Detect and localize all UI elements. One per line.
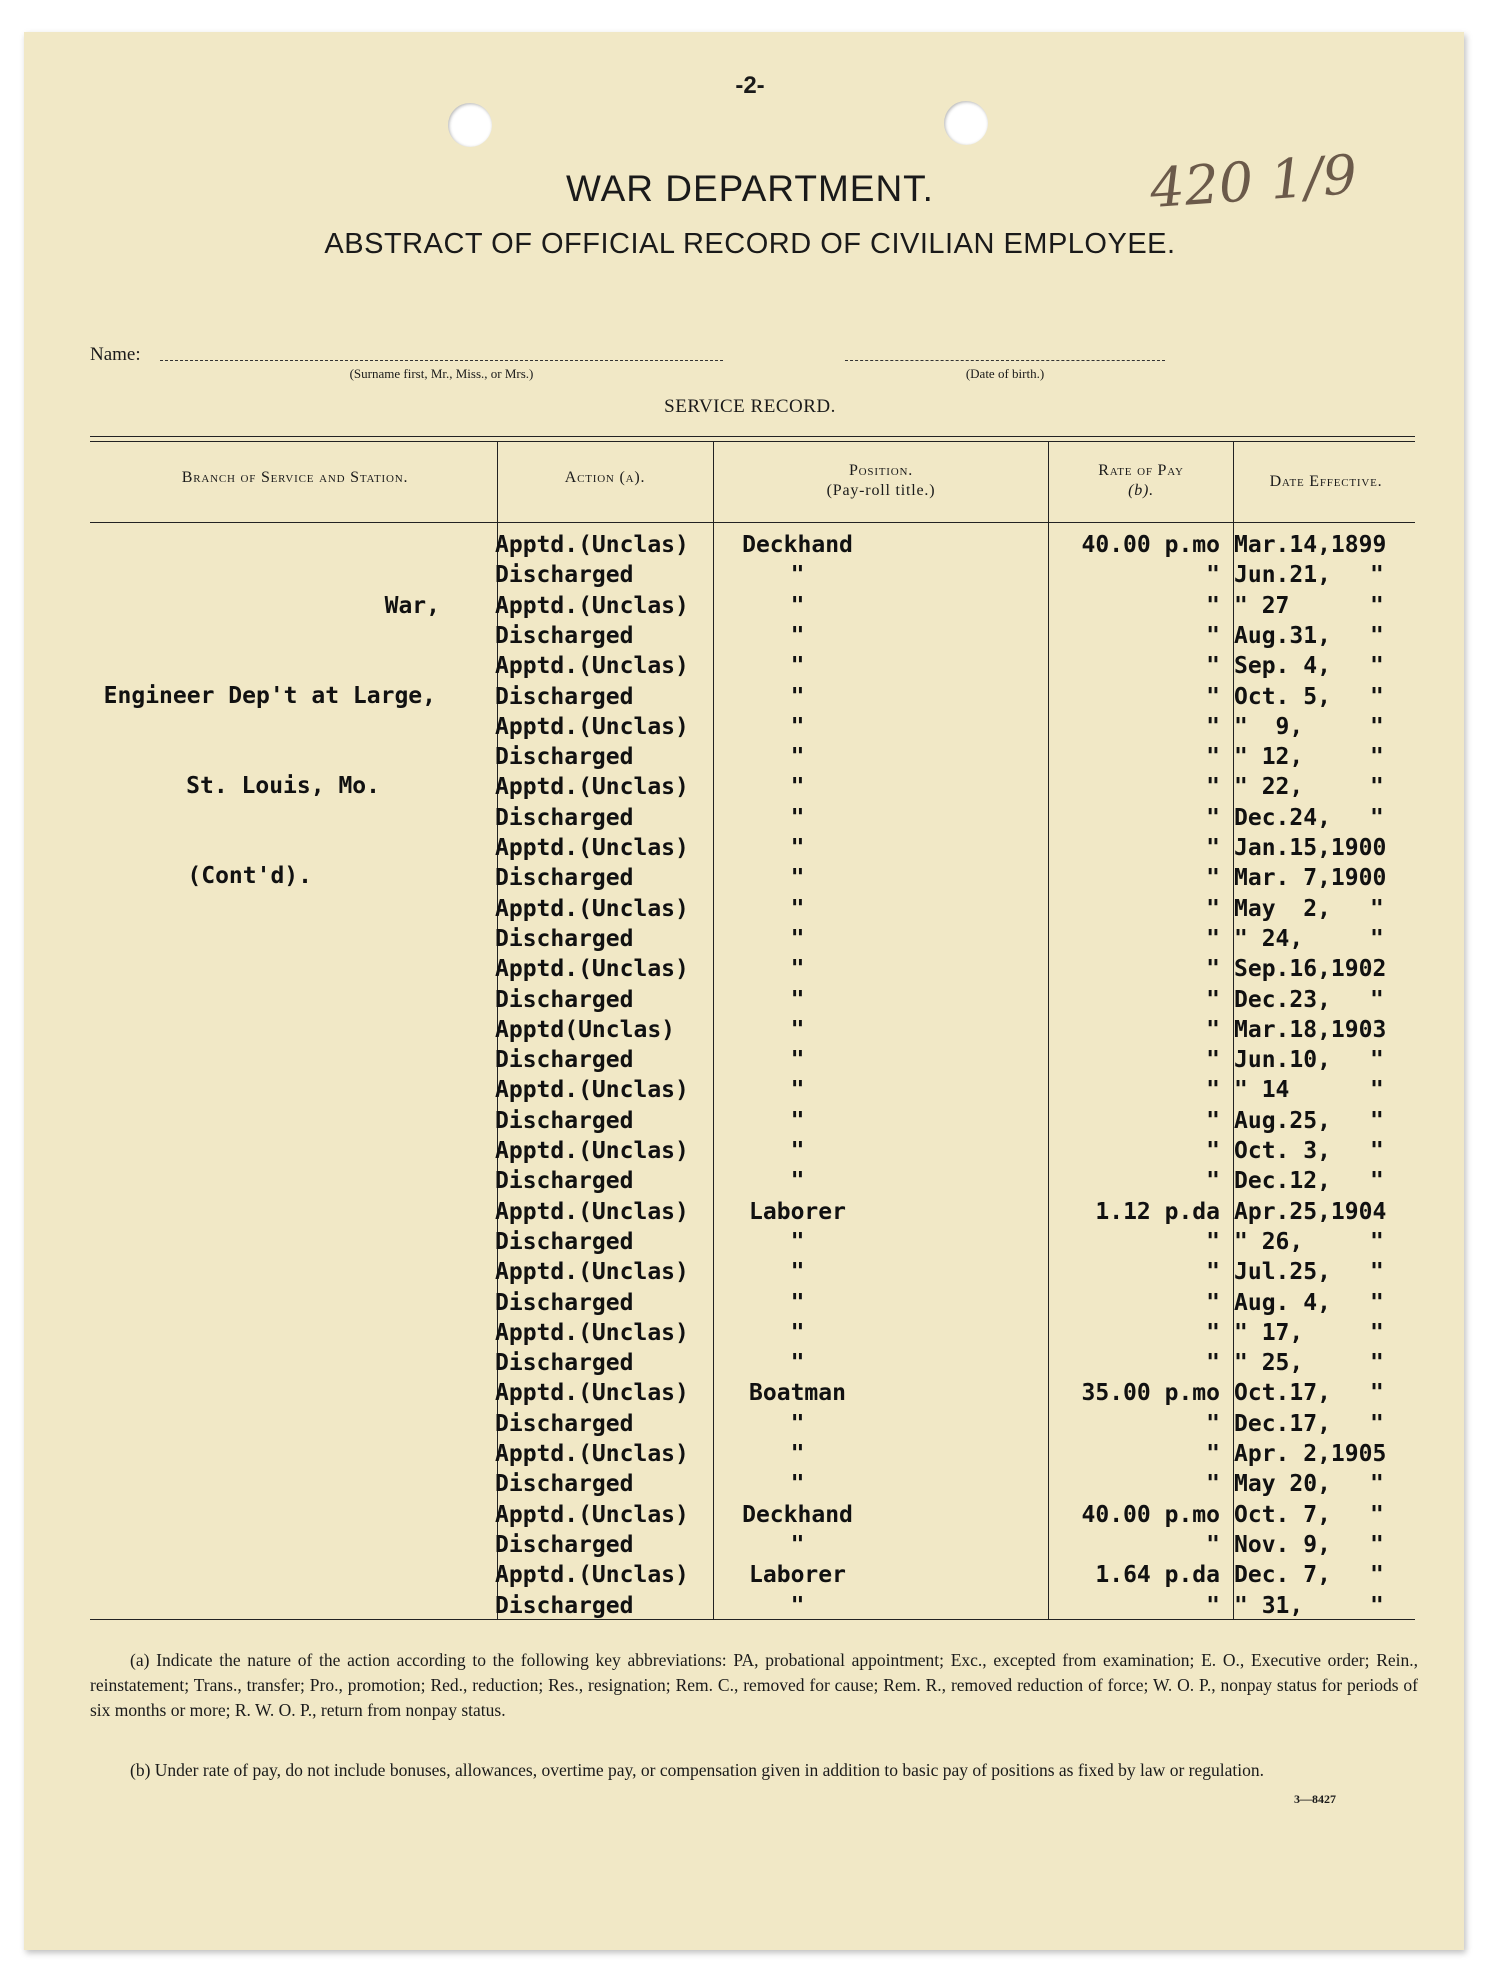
table-row <box>0 805 1500 835</box>
row-date: " 9, <box>1234 713 1304 740</box>
department-heading: WAR DEPARTMENT. <box>566 168 934 209</box>
row-action: Apptd.(Unclas) <box>495 1138 689 1164</box>
row-date: May 2, <box>1234 895 1331 922</box>
row-position: " <box>790 1047 805 1074</box>
row-date: " 22, <box>1234 774 1304 801</box>
row-position: " <box>790 1138 805 1164</box>
row-position: Laborer <box>749 1562 846 1589</box>
row-rate: " <box>1206 1289 1220 1316</box>
row-date: " 25, <box>1234 1350 1304 1377</box>
row-date: Oct. 7, <box>1234 1501 1331 1528</box>
branch-line: St. Louis, Mo. <box>186 773 380 799</box>
row-position: " <box>790 895 805 922</box>
row-position: " <box>790 925 805 952</box>
table-top-rule <box>90 436 1415 437</box>
row-rate: 40.00 p.mo <box>1081 1501 1220 1528</box>
row-date-year-ditto: " <box>1370 1107 1384 1134</box>
row-rate: " <box>1206 1592 1220 1619</box>
row-action: Apptd.(Unclas) <box>495 1501 689 1528</box>
row-date: Jun.21, <box>1234 562 1331 589</box>
row-position: " <box>790 1228 805 1255</box>
row-rate: " <box>1206 744 1220 771</box>
row-date: Nov. 9, <box>1234 1531 1331 1558</box>
row-rate: " <box>1206 713 1220 740</box>
row-date: Dec. 7, <box>1234 1562 1331 1589</box>
table-row <box>0 744 1500 774</box>
row-date: " 24, <box>1234 925 1304 952</box>
table-row <box>0 1502 1500 1532</box>
row-rate: 1.64 p.da <box>1095 1562 1220 1589</box>
row-rate: " <box>1206 1441 1220 1467</box>
table-row <box>0 562 1500 592</box>
row-date: Jan.15,1900 <box>1234 835 1387 861</box>
row-date-year-ditto: " <box>1370 1138 1384 1164</box>
row-date: " 31, <box>1234 1592 1304 1619</box>
row-date-year-ditto: " <box>1370 713 1384 740</box>
row-action: Apptd.(Unclas) <box>495 835 689 861</box>
page-number: -2- <box>735 72 765 99</box>
handwritten-file-number: 420 1/9 <box>1148 142 1360 221</box>
row-date-year-ditto: " <box>1370 1077 1384 1104</box>
row-action: Apptd.(Unclas) <box>495 1319 689 1346</box>
row-date-year-ditto: " <box>1370 986 1384 1013</box>
row-action: Discharged <box>495 925 634 952</box>
row-rate: " <box>1206 683 1220 710</box>
row-action: Apptd.(Unclas) <box>495 532 689 558</box>
table-row <box>0 532 1500 562</box>
row-date-year-ditto: " <box>1370 1471 1384 1498</box>
row-date-year-ditto: " <box>1370 1168 1384 1195</box>
row-position: Deckhand <box>742 1501 853 1528</box>
row-date: " 17, <box>1234 1319 1304 1346</box>
row-action: Apptd.(Unclas) <box>495 956 689 983</box>
row-date: Aug.31, <box>1234 622 1331 649</box>
row-rate: " <box>1206 925 1220 952</box>
table-top-rule-2 <box>90 441 1415 442</box>
row-date: Oct. 5, <box>1234 683 1331 710</box>
row-action: Apptd.(Unclas) <box>495 895 689 922</box>
row-position: " <box>790 562 805 589</box>
row-action: Discharged <box>495 562 634 589</box>
punch-hole-right <box>944 101 988 145</box>
header-bottom-rule <box>90 522 1415 523</box>
row-position: " <box>790 1410 805 1437</box>
row-action: Discharged <box>495 1168 634 1195</box>
col-header-rate-sub: (b). <box>1128 482 1154 499</box>
row-rate: " <box>1206 1350 1220 1377</box>
row-action: Discharged <box>495 804 634 831</box>
row-action: Apptd.(Unclas) <box>495 1077 689 1104</box>
row-date: Dec.12, <box>1234 1168 1331 1195</box>
row-position: " <box>790 1531 805 1558</box>
col-header-action: Action (a). <box>564 469 646 486</box>
row-date-year-ditto: " <box>1370 683 1384 710</box>
col-header-branch: Branch of Service and Station. <box>181 469 409 486</box>
table-row <box>0 1593 1500 1623</box>
row-action: Discharged <box>495 1410 634 1437</box>
row-action: Apptd.(Unclas) <box>495 1441 689 1467</box>
table-row <box>0 1259 1500 1289</box>
row-date: Oct.17, <box>1234 1380 1331 1407</box>
row-position: " <box>790 986 805 1013</box>
row-rate: " <box>1206 865 1220 892</box>
row-rate: " <box>1206 1531 1220 1558</box>
table-row <box>0 1441 1500 1471</box>
row-date: " 27 <box>1234 592 1290 619</box>
row-position: " <box>790 835 805 861</box>
row-date-year-ditto: " <box>1370 925 1384 952</box>
row-action: Discharged <box>495 622 634 649</box>
name-label: Name: <box>90 344 141 365</box>
row-rate: " <box>1206 1410 1220 1437</box>
row-date-year-ditto: " <box>1370 1592 1384 1619</box>
row-action: Apptd.(Unclas) <box>495 713 689 740</box>
row-date-year-ditto: " <box>1370 562 1384 589</box>
table-row <box>0 684 1500 714</box>
row-action: Discharged <box>495 1107 634 1134</box>
col-header-date: Date Effective. <box>1269 473 1383 490</box>
row-date: Mar.18,1903 <box>1234 1016 1387 1043</box>
row-position: " <box>790 1259 805 1286</box>
table-row <box>0 926 1500 956</box>
row-rate: " <box>1206 592 1220 619</box>
row-date-year-ditto: " <box>1370 1410 1384 1437</box>
row-rate: " <box>1206 1319 1220 1346</box>
row-position: " <box>790 1319 805 1346</box>
row-date-year-ditto: " <box>1370 1501 1384 1528</box>
row-position: " <box>790 683 805 710</box>
row-position: " <box>790 1289 805 1316</box>
dob-field-line <box>845 360 1165 361</box>
row-action: Apptd.(Unclas) <box>495 1198 689 1225</box>
row-date-year-ditto: " <box>1370 1228 1384 1255</box>
table-row <box>0 714 1500 744</box>
row-action: Discharged <box>495 1592 634 1619</box>
row-position: " <box>790 1592 805 1619</box>
row-date-year-ditto: " <box>1370 1531 1384 1558</box>
row-date: Jul.25, <box>1234 1259 1331 1286</box>
row-rate: " <box>1206 1047 1220 1074</box>
name-caption: (Surname first, Mr., Miss., or Mrs.) <box>349 366 534 381</box>
footnote-b: (b) Under rate of pay, do not include bonuses, allowances, overtime pay, or compensation given in addition to basic pay of positions as fixed by law or regulation. <box>130 1760 1264 1780</box>
row-rate: " <box>1206 804 1220 831</box>
form-title: ABSTRACT OF OFFICIAL RECORD OF CIVILIAN EMPLOYEE. <box>324 228 1176 260</box>
table-row <box>0 1532 1500 1562</box>
table-row <box>0 865 1500 895</box>
row-date-year-ditto: " <box>1370 1319 1384 1346</box>
table-row <box>0 896 1500 926</box>
row-rate: " <box>1206 835 1220 861</box>
row-action: Discharged <box>495 1047 634 1074</box>
table-row <box>0 1168 1500 1198</box>
row-position: Deckhand <box>742 532 853 558</box>
row-position: " <box>790 1168 805 1195</box>
row-rate: " <box>1206 1259 1220 1286</box>
table-row <box>0 1411 1500 1441</box>
row-action: Discharged <box>495 1531 634 1558</box>
row-action: Discharged <box>495 744 634 771</box>
row-date-year-ditto: " <box>1370 1350 1384 1377</box>
row-action: Apptd.(Unclas) <box>495 1259 689 1286</box>
row-rate: " <box>1206 1168 1220 1195</box>
col-header-position-title: Position. <box>848 462 914 479</box>
row-rate: 35.00 p.mo <box>1081 1380 1220 1407</box>
row-action: Discharged <box>495 1471 634 1498</box>
row-action: Discharged <box>495 865 634 892</box>
row-date: Aug.25, <box>1234 1107 1331 1134</box>
table-row <box>0 623 1500 653</box>
row-position: " <box>790 774 805 801</box>
row-date: Jun.10, <box>1234 1047 1331 1074</box>
row-date-year-ditto: " <box>1370 653 1384 680</box>
row-action: Discharged <box>495 683 634 710</box>
row-date: Dec.17, <box>1234 1410 1331 1437</box>
row-date-year-ditto: " <box>1370 622 1384 649</box>
row-rate: " <box>1206 774 1220 801</box>
col-header-position <box>716 461 1046 501</box>
footnote-a: (a) Indicate the nature of the action according to the following key abbreviations: PA, probational appointment; Exc., excepted from examination; E. O., Executive order; Rein., reinstatement; Trans., transfer; Pro., promotion; Red., reduction; Res., resignation; Rem. C., removed for cause; Rem. R., removed reduction of force; W. O. P., nonpay status for periods of six months or more; R. W. O. P., return from nonpay status. <box>90 1650 1418 1720</box>
branch-line: War, <box>384 593 440 619</box>
table-row <box>0 1199 1500 1229</box>
table-row <box>0 1077 1500 1107</box>
row-rate: " <box>1206 1077 1220 1104</box>
row-action: Apptd.(Unclas) <box>495 1380 689 1407</box>
table-row <box>0 956 1500 986</box>
row-date: Apr.25,1904 <box>1234 1198 1387 1225</box>
row-date-year-ditto: " <box>1370 804 1384 831</box>
row-position: " <box>790 713 805 740</box>
row-action: Discharged <box>495 1289 634 1316</box>
branch-line: (Cont'd). <box>187 863 312 889</box>
col-header-position-sub: (Pay-roll title.) <box>826 482 936 499</box>
row-rate: " <box>1206 1107 1220 1134</box>
name-field-line <box>160 360 723 361</box>
row-rate: " <box>1206 1016 1220 1043</box>
row-position: " <box>790 956 805 983</box>
row-date: May 20, <box>1234 1471 1331 1498</box>
row-action: Apptd.(Unclas) <box>495 592 689 619</box>
row-position: " <box>790 1471 805 1498</box>
row-date: Apr. 2,1905 <box>1234 1441 1387 1467</box>
row-date: Oct. 3, <box>1234 1138 1331 1164</box>
row-date: Mar. 7,1900 <box>1234 865 1387 892</box>
table-row <box>0 1047 1500 1077</box>
row-date: Dec.24, <box>1234 804 1331 831</box>
row-action: Apptd.(Unclas) <box>495 653 689 680</box>
row-action: Apptd.(Unclas) <box>495 774 689 801</box>
row-position: " <box>790 744 805 771</box>
dob-caption: (Date of birth.) <box>965 366 1045 381</box>
row-date: Sep.16,1902 <box>1234 956 1387 983</box>
row-position: " <box>790 1107 805 1134</box>
table-row <box>0 653 1500 683</box>
row-date: " 26, <box>1234 1228 1304 1255</box>
row-action: Discharged <box>495 986 634 1013</box>
table-row <box>0 1108 1500 1138</box>
form-number: 3—8427 <box>1294 1792 1336 1806</box>
row-position: " <box>790 1441 805 1467</box>
row-rate: 40.00 p.mo <box>1081 532 1220 558</box>
row-action: Apptd.(Unclas) <box>495 1562 689 1589</box>
service-record-title: SERVICE RECORD. <box>664 396 836 417</box>
table-row <box>0 1229 1500 1259</box>
row-rate: " <box>1206 1138 1220 1164</box>
punch-hole-left <box>448 103 492 147</box>
table-row <box>0 1138 1500 1168</box>
table-row <box>0 1562 1500 1592</box>
row-date-year-ditto: " <box>1370 1562 1384 1589</box>
row-rate: " <box>1206 895 1220 922</box>
row-date: " 14 <box>1234 1077 1290 1104</box>
table-row <box>0 987 1500 1017</box>
row-action: Discharged <box>495 1228 634 1255</box>
row-action: Discharged <box>495 1350 634 1377</box>
row-date-year-ditto: " <box>1370 1259 1384 1286</box>
row-rate: " <box>1206 956 1220 983</box>
table-row <box>0 835 1500 865</box>
row-position: " <box>790 1350 805 1377</box>
row-date-year-ditto: " <box>1370 1289 1384 1316</box>
table-row <box>0 1380 1500 1410</box>
table-row <box>0 1350 1500 1380</box>
row-rate: " <box>1206 1471 1220 1498</box>
row-position: " <box>790 653 805 680</box>
row-rate: " <box>1206 562 1220 589</box>
row-rate: 1.12 p.da <box>1095 1198 1220 1225</box>
row-rate: " <box>1206 653 1220 680</box>
row-position: " <box>790 592 805 619</box>
row-position: " <box>790 1077 805 1104</box>
row-date: Aug. 4, <box>1234 1289 1331 1316</box>
row-date-year-ditto: " <box>1370 1047 1384 1074</box>
row-position: " <box>790 865 805 892</box>
row-date-year-ditto: " <box>1370 744 1384 771</box>
row-rate: " <box>1206 1228 1220 1255</box>
row-date: Mar.14,1899 <box>1234 532 1387 558</box>
row-rate: " <box>1206 622 1220 649</box>
row-date: " 12, <box>1234 744 1304 771</box>
table-row <box>0 1320 1500 1350</box>
col-header-rate <box>1051 461 1231 501</box>
row-date-year-ditto: " <box>1370 592 1384 619</box>
row-date: Dec.23, <box>1234 986 1331 1013</box>
table-row <box>0 1290 1500 1320</box>
row-position: " <box>790 622 805 649</box>
row-date-year-ditto: " <box>1370 1380 1384 1407</box>
row-position: " <box>790 1016 805 1043</box>
row-position: Boatman <box>749 1380 846 1407</box>
row-date: Sep. 4, <box>1234 653 1331 680</box>
table-row <box>0 1471 1500 1501</box>
row-date-year-ditto: " <box>1370 774 1384 801</box>
row-date-year-ditto: " <box>1370 895 1384 922</box>
row-action: Apptd(Unclas) <box>495 1016 676 1043</box>
row-rate: " <box>1206 986 1220 1013</box>
row-position: Laborer <box>749 1198 846 1225</box>
table-row <box>0 774 1500 804</box>
col-header-rate-title: Rate of Pay <box>1098 462 1184 479</box>
table-row <box>0 1017 1500 1047</box>
row-position: " <box>790 804 805 831</box>
table-row <box>0 593 1500 623</box>
branch-line: Engineer Dep't at Large, <box>103 683 436 709</box>
